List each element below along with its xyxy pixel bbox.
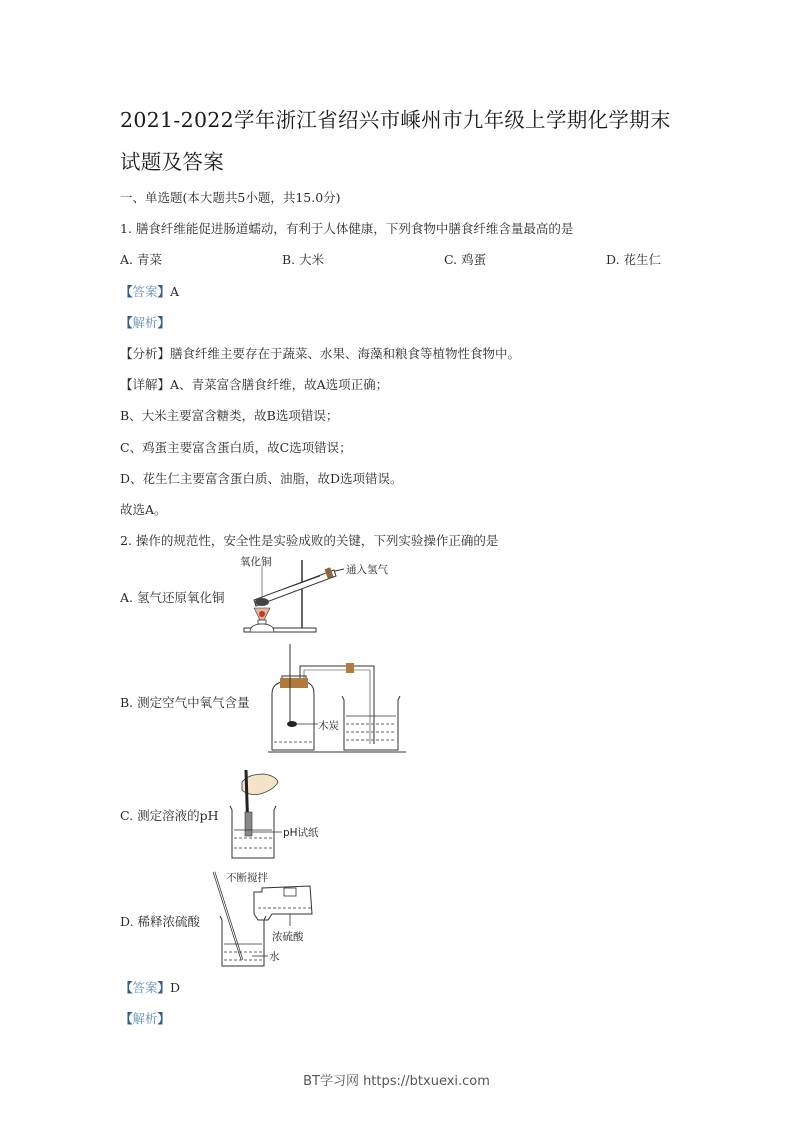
q1-answer — [120, 282, 179, 300]
document-title-line1: 2021-2022学年浙江省绍兴市嵊州市九年级上学期化学期末 — [120, 108, 671, 132]
bracket-open: 【 — [120, 1011, 133, 1026]
q1-option-b: B. 大米 — [282, 252, 325, 267]
label-ph-paper: pH试纸 — [283, 827, 319, 839]
bracket-open: 【 — [120, 980, 133, 995]
question-2-stem: 2. 操作的规范性，安全性是实验成败的关键，下列实验操作正确的是 — [120, 533, 499, 548]
q1-analysis-heading — [120, 313, 170, 331]
q1-explain-c: C、鸡蛋主要富含蛋白质，故C选项错误； — [120, 440, 352, 455]
document-title-line2: 试题及答案 — [120, 150, 224, 174]
answer-label: 答案 — [132, 284, 158, 299]
bracket-close: 】 — [157, 980, 171, 995]
bracket-open: 【 — [120, 284, 133, 299]
bracket-close: 】 — [157, 315, 171, 330]
q2-option-b-label: B. 测定空气中氧气含量 — [120, 695, 250, 710]
analysis-label: 解析 — [132, 1011, 158, 1026]
q2-analysis-heading — [120, 1009, 170, 1027]
label-hydrogen-in: 通入氢气 — [346, 564, 388, 576]
figure-measure-ph — [228, 768, 338, 864]
bracket-close: 】 — [157, 377, 171, 392]
q2-option-d-label: D. 稀释浓硫酸 — [120, 914, 201, 929]
q1-explain-b: B、大米主要富含糖类，故B选项错误； — [120, 408, 339, 423]
label-keep-stirring: 不断搅拌 — [226, 872, 268, 884]
label-water: 水 — [269, 951, 280, 963]
bracket-open: 【 — [120, 346, 133, 361]
figure-air-oxygen-content — [268, 644, 408, 760]
footer-watermark: BT学习网 https://btxuexi.com — [303, 1074, 490, 1089]
xiangjie-text: A、青菜富含膳食纤维，故A选项正确； — [170, 377, 389, 392]
q1-xiangjie — [120, 375, 388, 393]
fenxi-label: 分析 — [132, 346, 158, 361]
analysis-label: 解析 — [132, 315, 158, 330]
q1-option-c: C. 鸡蛋 — [444, 252, 487, 267]
question-1-stem: 1. 膳食纤维能促进肠道蠕动，有利于人体健康，下列食物中膳食纤维含量最高的是 — [120, 221, 574, 236]
q2-answer — [120, 978, 180, 996]
bracket-close: 】 — [157, 1011, 171, 1026]
label-conc-sulfuric-acid: 浓硫酸 — [272, 931, 304, 943]
answer-value: D — [170, 980, 181, 995]
xiangjie-label: 详解 — [132, 377, 158, 392]
answer-value: A — [170, 284, 180, 299]
bracket-open: 【 — [120, 377, 133, 392]
q1-option-a: A. 青菜 — [120, 252, 162, 267]
q2-option-a-label: A. 氢气还原氧化铜 — [120, 590, 225, 605]
label-charcoal: 木炭 — [318, 720, 339, 732]
label-copper-oxide: 氧化铜 — [240, 556, 272, 568]
bracket-close: 】 — [157, 284, 171, 299]
q1-conclusion: 故选A。 — [120, 502, 167, 517]
q1-option-d: D. 花生仁 — [606, 252, 662, 267]
bracket-close: 】 — [157, 346, 171, 361]
fenxi-text: 膳食纤维主要存在于蔬菜、水果、海藻和粮食等植物性食物中。 — [170, 346, 521, 361]
section-heading: 一、单选题(本大题共5小题，共15.0分) — [120, 190, 341, 205]
q1-fenxi — [120, 344, 520, 362]
bracket-open: 【 — [120, 315, 133, 330]
figure-dilute-sulfuric-acid — [212, 870, 332, 974]
figure-hydrogen-reduce-copper-oxide — [236, 556, 396, 640]
q1-explain-d: D、花生仁主要富含蛋白质、油脂，故D选项错误。 — [120, 471, 403, 486]
answer-label: 答案 — [132, 980, 158, 995]
q2-option-c-label: C. 测定溶液的pH — [120, 808, 219, 823]
